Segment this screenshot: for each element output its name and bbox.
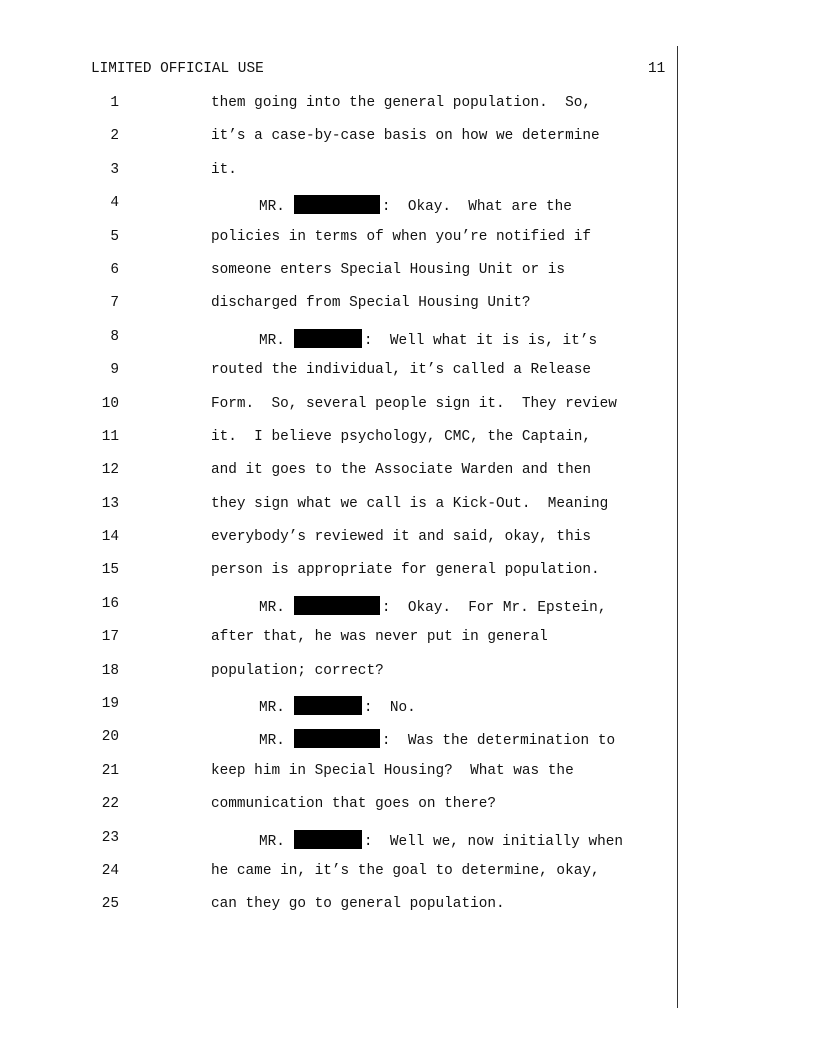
line-text: they sign what we call is a Kick-Out. Meaning (211, 495, 609, 512)
line-text: everybody’s reviewed it and said, okay, this (211, 529, 591, 546)
transcript-body (0, 95, 816, 930)
transcript-line (0, 496, 816, 529)
line-number: 6 (110, 261, 119, 278)
speaker-title: MR. (259, 199, 285, 216)
transcript-line (0, 429, 816, 462)
redaction-box (294, 830, 362, 849)
line-number: 8 (110, 328, 119, 345)
line-number: 2 (110, 128, 119, 145)
line-number: 3 (110, 161, 119, 178)
line-number: 19 (101, 696, 119, 713)
line-text: them going into the general population. So, (211, 95, 591, 111)
speaker-title: MR. (259, 733, 285, 750)
line-number: 18 (101, 662, 119, 679)
transcript-line (0, 462, 816, 495)
redaction-box (294, 195, 380, 214)
transcript-line-speaker (0, 329, 816, 362)
transcript-line-speaker (0, 596, 816, 629)
line-number: 22 (101, 796, 119, 813)
transcript-line (0, 162, 816, 195)
transcript-line (0, 629, 816, 662)
line-number: 7 (110, 295, 119, 312)
line-text: population; correct? (211, 662, 384, 679)
transcript-line (0, 95, 816, 128)
line-text: routed the individual, it’s called a Release (211, 362, 591, 379)
line-number: 11 (101, 428, 119, 445)
page-number: 11 (648, 61, 666, 77)
line-number: 1 (110, 95, 119, 111)
line-text: and it goes to the Associate Warden and then (211, 462, 591, 479)
speaker-utterance: : No. (363, 700, 416, 717)
redaction-box (294, 696, 362, 715)
line-text: discharged from Special Housing Unit? (211, 295, 531, 312)
speaker-utterance: : Okay. For Mr. Epstein, (381, 599, 607, 616)
transcript-line (0, 262, 816, 295)
transcript-line (0, 229, 816, 262)
transcript-line-speaker (0, 696, 816, 729)
transcript-line (0, 896, 816, 929)
transcript-line (0, 863, 816, 896)
speaker-title: MR. (259, 332, 285, 349)
transcript-line (0, 295, 816, 328)
redaction-box (294, 596, 380, 615)
line-text: after that, he was never put in general (211, 629, 548, 646)
redaction-box (294, 329, 362, 348)
line-number: 13 (101, 495, 119, 512)
line-text: can they go to general population. (211, 896, 505, 913)
transcript-line (0, 396, 816, 429)
line-text: keep him in Special Housing? What was the (211, 762, 574, 779)
line-number: 5 (110, 228, 119, 245)
line-number: 12 (101, 462, 119, 479)
speaker-text (259, 696, 416, 716)
speaker-utterance: : Well what it is is, it’s (363, 332, 598, 349)
line-number: 9 (110, 362, 119, 379)
speaker-text (259, 729, 615, 749)
line-number: 25 (101, 896, 119, 913)
line-number: 16 (101, 595, 119, 612)
speaker-title: MR. (259, 833, 285, 850)
line-text: someone enters Special Housing Unit or is (211, 261, 566, 278)
line-number: 24 (101, 862, 119, 879)
transcript-line (0, 562, 816, 595)
line-text: it. (211, 161, 237, 178)
line-text: it. I believe psychology, CMC, the Captain, (211, 428, 591, 445)
speaker-title: MR. (259, 599, 285, 616)
transcript-line (0, 529, 816, 562)
line-number: 17 (101, 629, 119, 646)
line-number: 21 (101, 762, 119, 779)
transcript-line-speaker (0, 729, 816, 762)
line-text: Form. So, several people sign it. They review (211, 395, 617, 412)
line-text: communication that goes on there? (211, 796, 496, 813)
line-number: 23 (101, 829, 119, 846)
line-number: 4 (110, 195, 119, 212)
speaker-utterance: : Well we, now initially when (363, 833, 623, 850)
speaker-text (259, 329, 597, 349)
speaker-text (259, 195, 572, 215)
line-number: 14 (101, 529, 119, 546)
classification-header: LIMITED OFFICIAL USE (91, 61, 264, 77)
speaker-text (259, 596, 606, 616)
transcript-line (0, 128, 816, 161)
speaker-title: MR. (259, 700, 285, 717)
speaker-utterance: : Okay. What are the (381, 199, 572, 216)
transcript-line (0, 362, 816, 395)
line-text: he came in, it’s the goal to determine, okay, (211, 862, 600, 879)
line-text: it’s a case-by-case basis on how we determine (211, 128, 600, 145)
line-number: 20 (101, 729, 119, 746)
transcript-line (0, 763, 816, 796)
transcript-line (0, 663, 816, 696)
transcript-line-speaker (0, 195, 816, 228)
speaker-utterance: : Was the determination to (381, 733, 616, 750)
speaker-text (259, 830, 623, 850)
line-number: 10 (101, 395, 119, 412)
line-text: person is appropriate for general population. (211, 562, 600, 579)
line-number: 15 (101, 562, 119, 579)
transcript-line (0, 796, 816, 829)
redaction-box (294, 729, 380, 748)
transcript-line-speaker (0, 830, 816, 863)
line-text: policies in terms of when you’re notified if (211, 228, 591, 245)
